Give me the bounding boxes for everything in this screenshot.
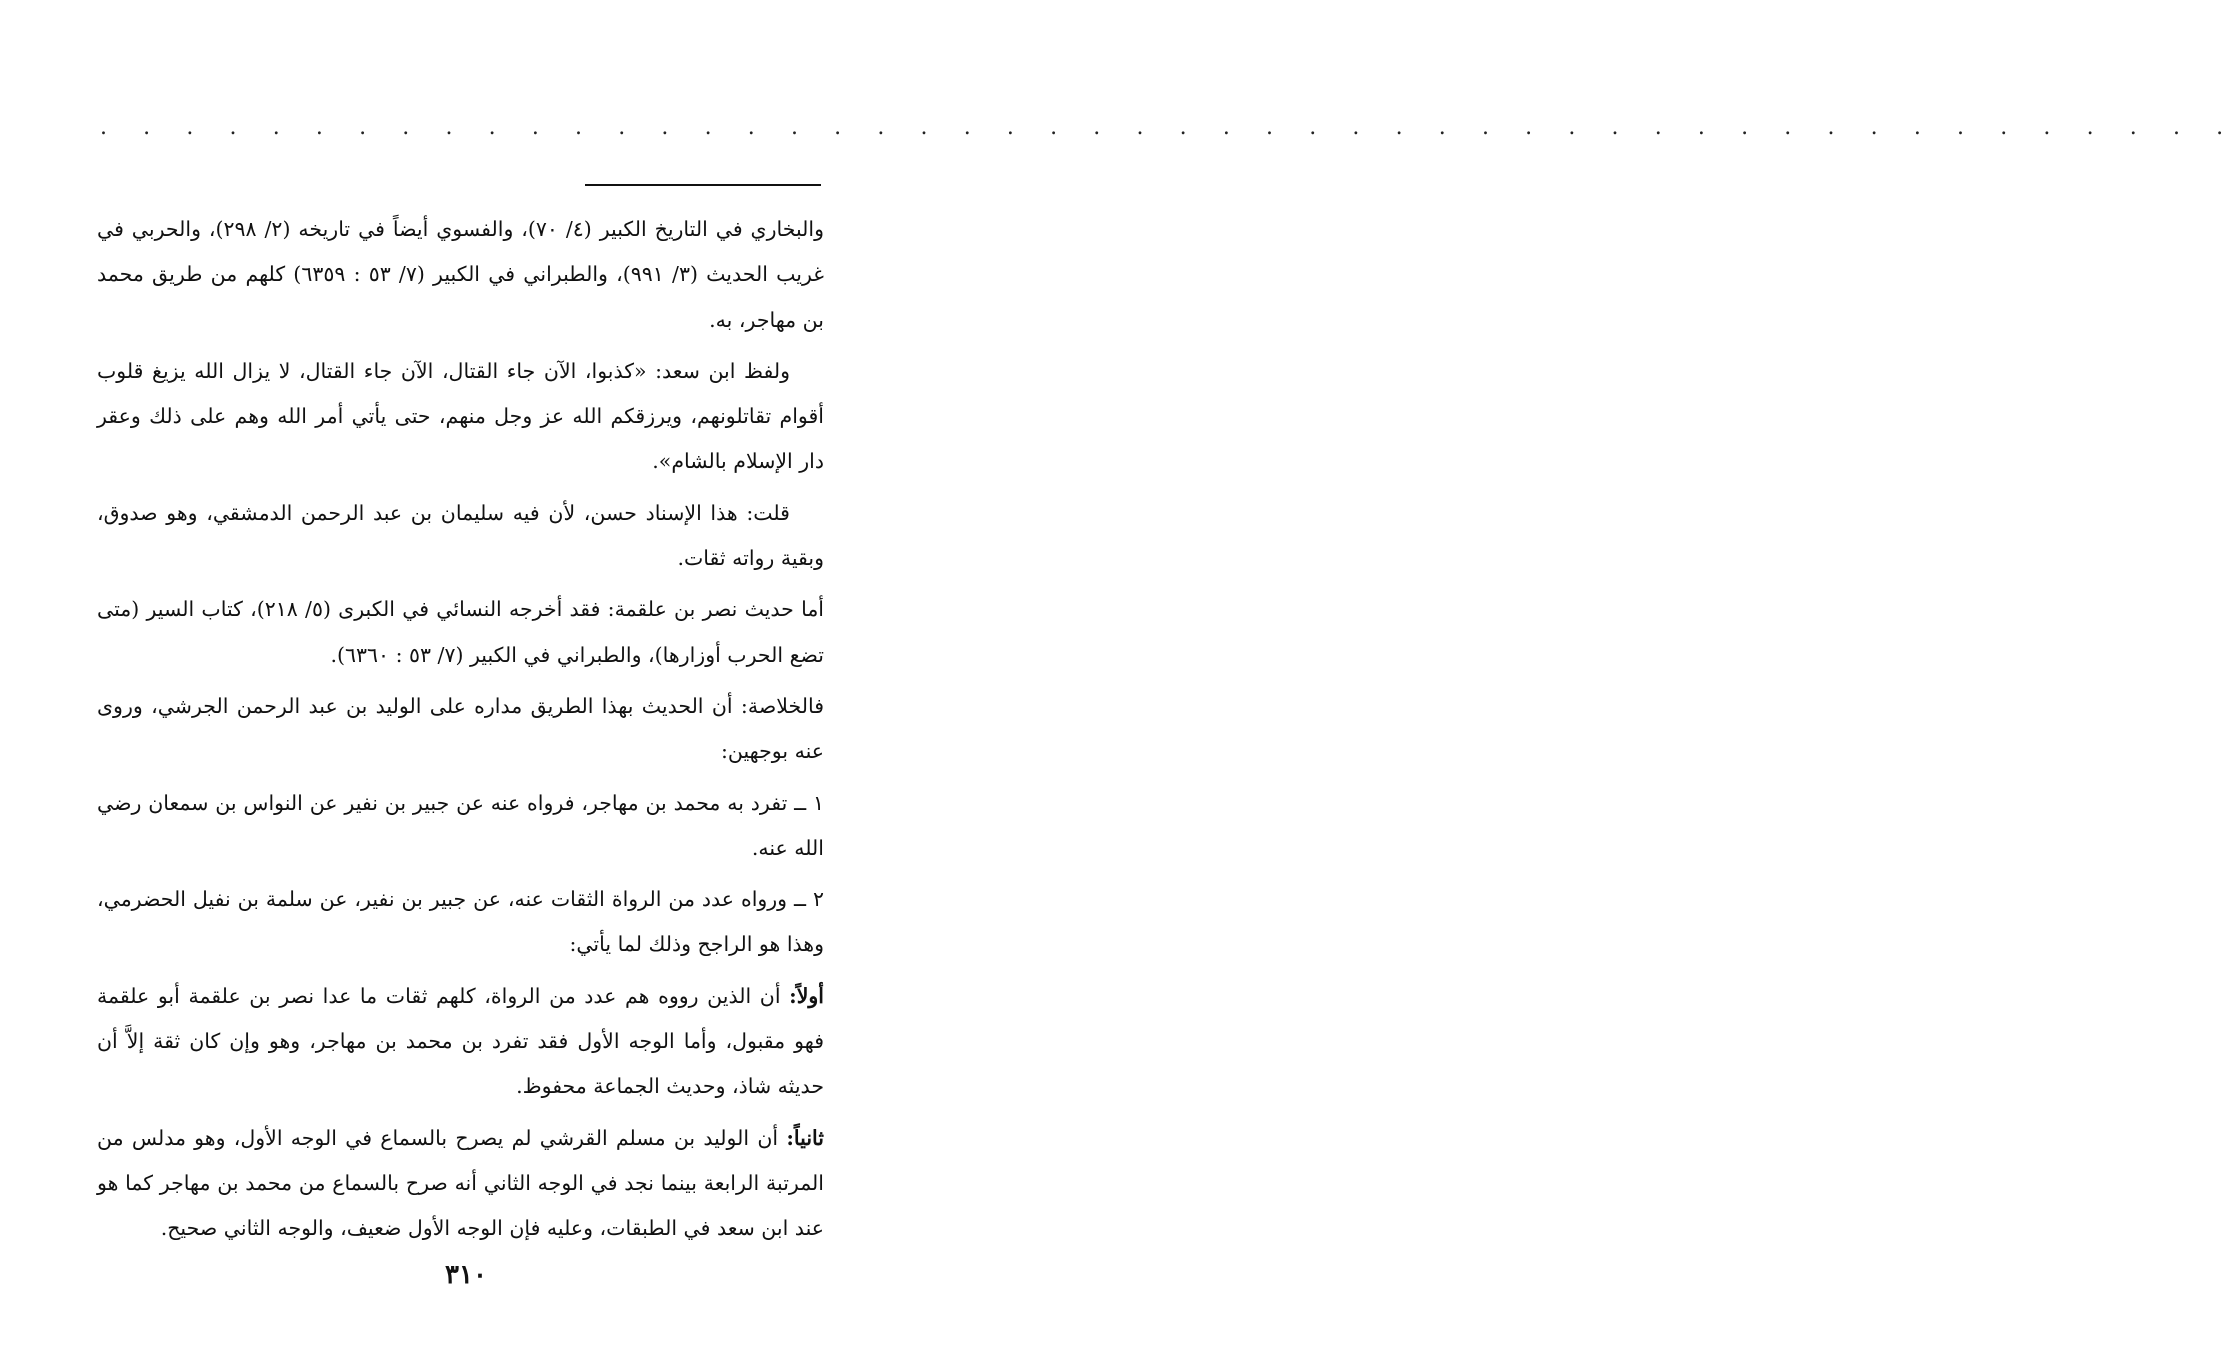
secondly-lead: ثانياً: bbox=[786, 1125, 824, 1150]
page-number: ٣١٠ bbox=[445, 1260, 487, 1290]
paragraph-sources: والبخاري في التاريخ الكبير (٤/ ٧٠)، والفسوي أيضاً في تاريخه (٢/ ٢٩٨)، والحربي في غريب الحديث (٣/ ٩٩١)، والطبراني في الكبير (٧/ ٥٣ : ٦٣٥٩) كلهم من طريق محمد بن مهاجر، به. bbox=[97, 217, 825, 332]
footnote-rule bbox=[585, 184, 821, 186]
paragraph-firstly bbox=[97, 974, 824, 1110]
firstly-lead: أولاً: bbox=[789, 983, 824, 1008]
paragraph-second-way: ٢ ــ ورواه عدد من الرواة الثقات عنه، عن جبير بن نفير، عن سلمة بن نفيل الحضرمي، وهذا هو الراجح وذلك لما يأتي: bbox=[97, 887, 824, 957]
paragraph-isnad-verdict: قلت: هذا الإسناد حسن، لأن فيه سليمان بن عبد الرحمن الدمشقي، وهو صدوق، وبقية رواته ثقات. bbox=[97, 500, 824, 571]
footnote-body bbox=[97, 207, 824, 1258]
secondly-text: أن الوليد بن مسلم القرشي لم يصرح بالسماع في الوجه الأول، وهو مدلس من المرتبة الرابعة بينما نجد في الوجه الثاني أنه صرح بالسماع من محمد بن مهاجر كما هو عند ابن سعد في الطبقات، وعليه فإن الوجه الأول ضعيف، والوجه الثاني صحيح. bbox=[97, 1125, 824, 1241]
firstly-text: أن الذين رووه هم عدد من الرواة، كلهم ثقات ما عدا نصر بن علقمة أبو علقمة فهو مقبول، وأما الوجه الأول فقد تفرد بن محمد بن مهاجر، وهو وإن كان ثقة إلاَّ أن حديثه شاذ، وحديث الجماعة محفوظ. bbox=[97, 983, 824, 1099]
paragraph-nasr-hadith: أما حديث نصر بن علقمة: فقد أخرجه النسائي في الكبرى (٥/ ٢١٨)، كتاب السير (متى تضع الحرب أوزارها)، والطبراني في الكبير (٧/ ٥٣ : ٦٣٦٠). bbox=[97, 597, 824, 667]
paragraph-summary: فالخلاصة: أن الحديث بهذا الطريق مداره على الوليد بن عبد الرحمن الجرشي، وروى عنه بوجهين: bbox=[97, 693, 824, 764]
paragraph-ibn-saad-wording: ولفظ ابن سعد: «كذبوا، الآن جاء القتال، الآن جاء القتال، لا يزال الله يزيغ قلوب أقوام تقاتلونهم، ويرزقكم الله عز وجل منهم، حتى يأتي أمر الله وهم على ذلك وعقر دار الإسلام بالشام». bbox=[97, 358, 824, 474]
dotted-separator: . . . . . . . . . . . . . . . . . . . . . . . . . . . . . . . . . . . . . . . . . . . . . . . . . . bbox=[100, 115, 2238, 140]
paragraph-secondly bbox=[97, 1116, 824, 1252]
paragraph-first-way: ١ ــ تفرد به محمد بن مهاجر، فرواه عنه عن جبير بن نفير عن النواس بن سمعان رضي الله عنه. bbox=[97, 790, 824, 860]
